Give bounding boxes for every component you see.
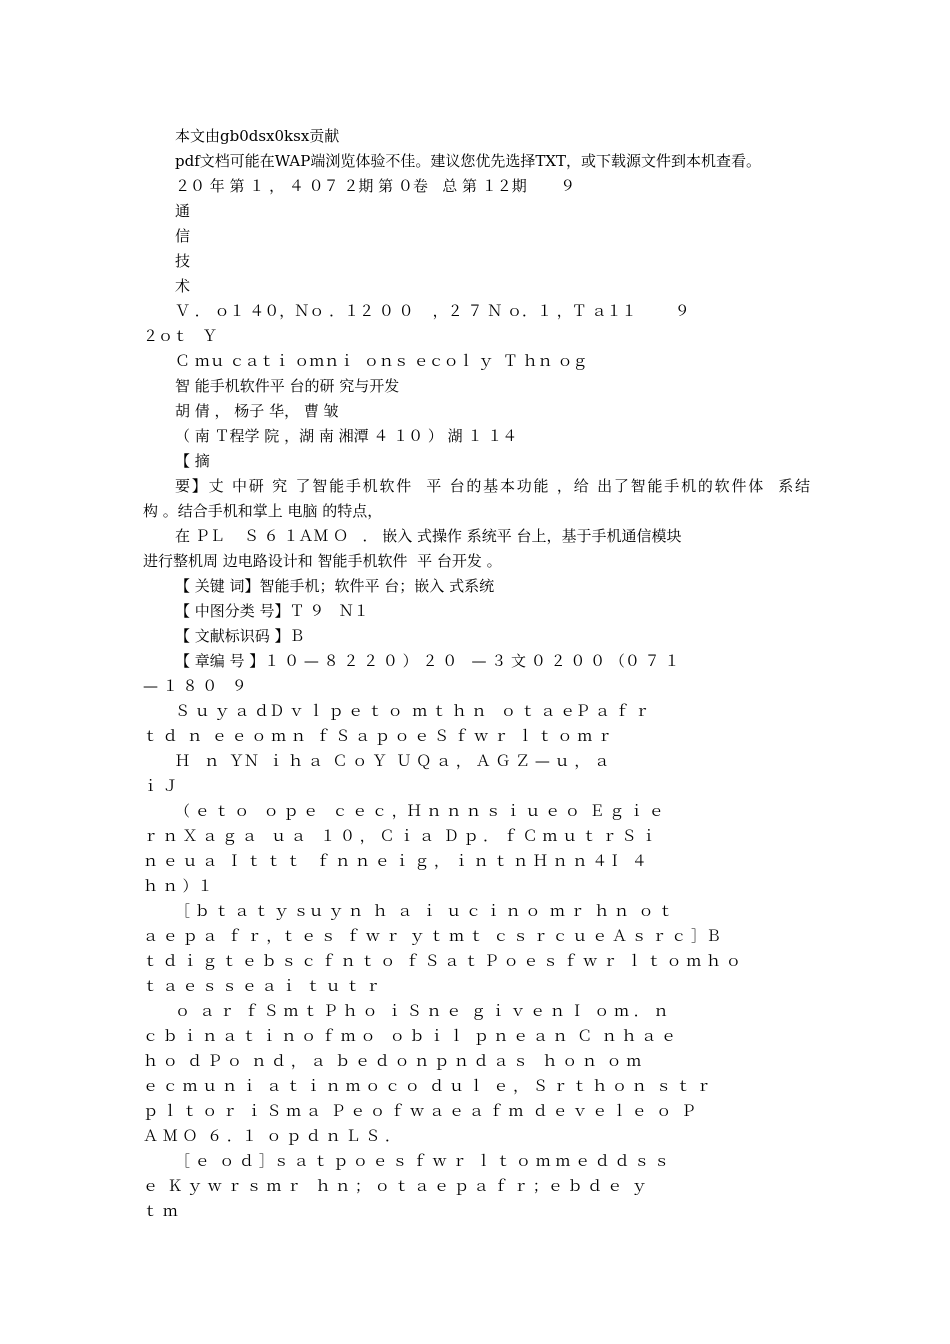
article-title: 智 能手机软件平 台的研 究与开发 [175, 377, 400, 395]
english-abstract-line: ｈ ｏ ｄ Ｐ ｏ ｎ ｄ ， ａ ｂ ｅ ｄ ｏ ｎ ｐ ｎ ｄ ａ ｓ ｈ ｏ ｎ ｏ ｍ [143, 1052, 642, 1070]
english-affiliation-line: ｈ ｎ ）１ [143, 877, 213, 895]
english-abstract-line: Ａ Ｍ Ｏ ６ ．１ ｏ ｐ ｄ ｎ Ｌ Ｓ ． [143, 1127, 400, 1145]
english-abstract-line: ｔ ｄ ｉ ｇ ｔ ｅ ｂ ｓ ｃ ｆ ｎ ｔ ｏ ｆ Ｓ ａ ｔ Ｐ ｏ ｅ ｓ ｆ ｗ ｒ ｌ ｔ ｏ ｍ ｈ ｏ [143, 952, 741, 970]
english-affiliation-line: （ ｅ ｔ ｏ ｏ ｐ ｅ ｃ ｅ ｃ ，Ｈ ｎ ｎ ｎ ｓ ｉ ｕ ｅ ｏ Ｅ ｇ ｉ ｅ [175, 802, 664, 820]
english-authors-line: ｉ Ｊ [143, 777, 178, 795]
abstract-text: 在 ＰＬ Ｓ ６ １ＡＭ Ｏ ． 嵌入 式操作 系统平 台上，基于手机通信模块 [175, 527, 682, 545]
english-affiliation-line: ｎ ｅ ｕ ａ Ｉ ｔ ｔ ｔ ｆ ｎ ｎ ｅ ｉ ｇ ， ｉ ｎ ｔ ｎ Ｈ ｎ ｎ ４Ｉ ４ [143, 852, 647, 870]
contributor-line: 本文由gb0dsx0ksx贡献 [175, 127, 340, 145]
abstract-text: 要】丈 中研 究 了智能手机软件 平 台的基本功能 ，给 出了智能手机的软件体 系结 [175, 477, 810, 495]
authors-line: 胡 倩 ， 杨子 华， 曹 皱 [175, 402, 339, 420]
english-affiliation-line: ｒ ｎ Ｘ ａ ｇ ａ ｕ ａ １ ０ ， Ｃ ｉ ａ Ｄ ｐ ． ｆ Ｃ ｍ ｕ ｔ ｒ Ｓ ｉ [143, 827, 657, 845]
english-abstract-line: ｏ ａ ｒ ｆ Ｓ ｍ ｔ Ｐ ｈ ｏ ｉ Ｓ ｎ ｅ ｇ ｉ ｖ ｅ ｎ Ｉ ｏ ｍ ． ｎ [175, 1002, 669, 1020]
journal-name-char: 技 [175, 252, 191, 270]
english-authors-line: Ｈ ｎ ＹＮ ｉ ｈ ａ Ｃ ｏ Ｙ Ｕ Ｑ ａ ， Ａ Ｇ Ｚ — ｕ ， ａ [175, 752, 610, 770]
english-keywords-line: ｔ ｍ [143, 1202, 178, 1220]
article-number-line: 【 章编 号 】１ ０ — ８ ２ ２ ０ ） ２ ０ — ３ 文 ０ ２ ０ ０ （０ ７ １ [175, 652, 680, 670]
journal-english-name: Ｃ ｍｕ ｃａｔｉ ｏｍｎｉ ｏｎｓ ｅｃｏｌ ｙ Ｔ ｈｎ ｏｇ [175, 352, 588, 370]
english-abstract-line: ｃ ｂ ｉ ｎ ａ ｔ ｉ ｎ ｏ ｆ ｍ ｏ ｏ ｂ ｉ ｌ ｐ ｎ ｅ ａ ｎ Ｃ ｎ ｈ ａ ｅ [143, 1027, 677, 1045]
english-abstract-line: ｐ ｌ ｔ ｏ ｒ ｉ Ｓ ｍ ａ Ｐ ｅ ｏ ｆ ｗ ａ ｅ ａ ｆ ｍ ｄ ｅ ｖ ｅ ｌ ｅ ｏ Ｐ [143, 1102, 696, 1120]
volume-line: Ｖ ． ｏ１ ４０，Ｎｏ ．１２ ０ ０ ，２ ７ Ｎ ｏ．１ ，Ｔ ａ１１ ９ [175, 302, 690, 320]
english-title-line: Ｓ ｕ ｙ ａ ｄＤ ｖ ｌ ｐ ｅ ｔ ｏ ｍ ｔ ｈ ｎ ｏ ｔ ａ ｅＰ ａ ｆ ｒ [175, 702, 650, 720]
abstract-heading: 【 摘 [175, 452, 210, 470]
english-abstract-line: ｔ ａ ｅ ｓ ｓ ｅ ａ ｉ ｔ ｕ ｔ ｒ [143, 977, 381, 995]
pdf-notice-line: pdf文档可能在WAP端浏览体验不佳。建议您优先选择TXT，或下载源文件到本机查看。 [175, 152, 762, 170]
journal-name-char: 信 [175, 227, 191, 245]
affiliation-line: （ 南 Ｔ程学 院 ，湖 南 湘潭 ４ １０ ） 湖 １ １４ [175, 427, 518, 445]
volume-line-cont: ２ｏｔ Ｙ [143, 327, 218, 345]
abstract-text: 进行整机周 边电路设计和 智能手机软件 平 台开发 。 [143, 552, 502, 570]
journal-name-char: 术 [175, 277, 191, 295]
classification-line: 【 中图分类 号】Ｔ ９ Ｎ１ [175, 602, 369, 620]
journal-issue-line: ２０ 年 第 １ ， ４ ０７ ２期 第 ０卷 总 第 １２期 ９ [175, 177, 576, 195]
english-abstract-line: ｅ ｃ ｍ ｕ ｎ ｉ ａ ｔ ｉ ｎ ｍ ｏ ｃ ｏ ｄ ｕ ｌ ｅ ， Ｓ ｒ ｔ ｈ ｏ ｎ ｓ ｔ ｒ [143, 1077, 711, 1095]
abstract-text: 构 。结合手机和掌上 电脑 的特点， [143, 502, 383, 520]
english-abstract-line: ａ ｅ ｐ ａ ｆ ｒ ，ｔ ｅ ｓ ｆ ｗ ｒ ｙ ｔ ｍ ｔ ｃ ｓ ｒ ｃ ｕ ｅ Ａ ｓ ｒ ｃ ］Ｂ [143, 927, 722, 945]
journal-name-char: 通 [175, 202, 191, 220]
keywords-line: 【 关键 词】智能手机；软件平 台；嵌入 式系统 [175, 577, 495, 595]
english-title-line: ｔ ｄ ｎ ｅ ｅ ｏ ｍ ｎ ｆ Ｓ ａ ｐ ｏ ｅ Ｓ ｆ ｗ ｒ ｌ ｔ ｏ ｍ ｒ [143, 727, 612, 745]
english-abstract-line: ［ ｂ ｔ ａ ｔ ｙ ｓｕ ｙ ｎ ｈ ａ ｉ ｕ ｃ ｉ ｎ ｏ ｍ ｒ ｈ ｎ ｏ ｔ [175, 902, 674, 920]
english-keywords-line: ｅ Ｋ ｙ ｗ ｒ ｓ ｍ ｒ ｈ ｎ ； ｏ ｔ ａ ｅ ｐ ａ ｆ ｒ ；ｅ ｂ ｄ ｅ ｙ [143, 1177, 647, 1195]
english-keywords-line: ［ ｅ ｏ ｄ ］ｓ ａ ｔ ｐ ｏ ｅ ｓ ｆ ｗ ｒ ｌ ｔ ｏ ｍ ｍ ｅ ｄ ｄ ｓ ｓ [175, 1152, 670, 1170]
document-code-line: 【 文献标识码 】Ｂ [175, 627, 305, 645]
article-number-line-cont: — １ ８ ０ ９ [143, 677, 247, 695]
